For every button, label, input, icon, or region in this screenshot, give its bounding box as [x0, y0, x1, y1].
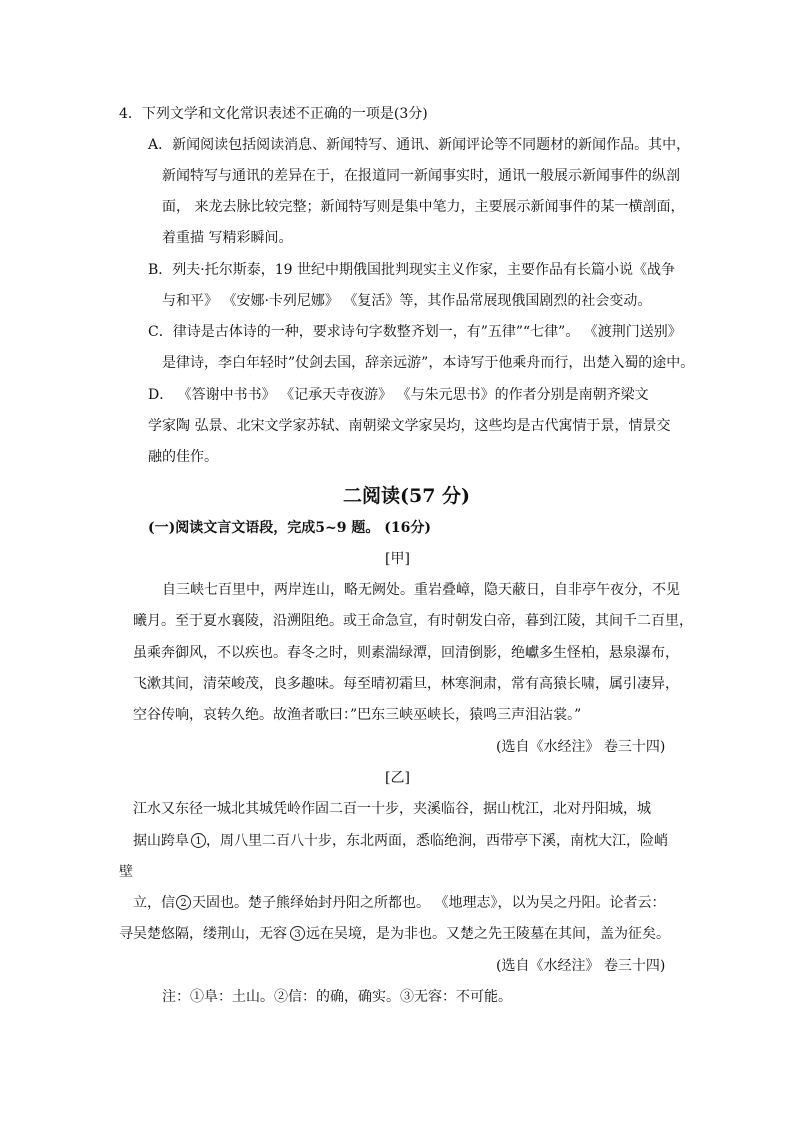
passage-yi-label: [乙] — [385, 770, 410, 786]
passage-yi-line-3: 壁 — [119, 864, 133, 880]
option-c-line-2: 是律诗，李白年轻时”仗剑去国，辞亲远游”，本诗写于他乘舟而行，出楚入蜀的途中。 — [162, 355, 695, 371]
passage-yi-source: (选自《水经注》 卷三十四) — [496, 958, 666, 974]
option-d-line-1: D． 《答谢中书书》 《记承天寺夜游》 《与朱元思书》的作者分别是南朝齐梁文 — [148, 387, 649, 403]
option-a-line-3: 面， 来龙去脉比较完整；新闻特写则是集中笔力，主要展示新闻事件的某一横剖面， — [162, 199, 685, 215]
passage-yi-line-5b: 远在吴境，是为非也。又楚之先王陵墓在其间，盖为征矣。 — [306, 926, 670, 942]
passage-jia-line-5: 空谷传响，哀转久绝。故渔者歌曰：”巴东三峡巫峡长，猿鸣三声泪沾裳。” — [133, 707, 582, 723]
passage-yi-line-2a: 据山跨阜 — [133, 833, 189, 849]
option-a-line-2: 新闻特写与通讯的差异在于，在报道同一新闻事实时，通讯一般展示新闻事件的纵剖 — [162, 168, 680, 184]
option-d-line-3: 融的佳作。 — [148, 449, 218, 465]
passage-jia-line-2: 曦月。至于夏水襄陵，沿溯阻绝。或王命急宣，有时朝发白帝，暮到江陵，其间千二百里， — [133, 613, 693, 629]
passage-jia-line-3: 虽乘奔御风，不以疾也。春冬之时，则素湍绿潭，回清倒影，绝巘多生怪柏，悬泉瀑布， — [133, 645, 679, 661]
option-b-line-2: 与和平》 《安娜·卡列尼娜》 《复活》等，其作品常展现俄国剧烈的社会变动。 — [162, 293, 652, 309]
passage-jia-line-1: 自三峡七百里中，两岸连山，略无阙处。重岩叠嶂，隐天蔽日，自非亭午夜分，不见 — [162, 582, 680, 598]
subsection-heading: (一)阅读文言文语段，完成5~9 题。 (16分) — [148, 520, 431, 536]
footnote-marker-1: 1 — [191, 833, 206, 848]
option-b-line-1: B．列夫·托尔斯泰，19 世纪中期俄国批判现实主义作家，主要作品有长篇小说《战争 — [148, 262, 676, 278]
footnote-text: 注：①阜：土山。②信：的确，确实。③无容：不可能。 — [162, 989, 512, 1005]
passage-yi-line-5a: 寻吴楚悠隔，缕荆山，无容 — [119, 926, 287, 942]
section-title: 二阅读(57 分) — [343, 485, 471, 507]
passage-yi-line-4a: 立，信 — [133, 895, 175, 911]
option-c-line-1: C．律诗是古体诗的一种，要求诗句字数整齐划一，有”五律”“七律”。 《渡荆门送别》 — [148, 324, 682, 340]
option-a-line-1: A．新闻阅读包括阅读消息、新闻特写、通讯、新闻评论等不同题材的新闻作品。其中， — [148, 137, 691, 153]
option-a-line-4: 着重描 写精彩瞬间。 — [162, 230, 293, 246]
question-4-stem: 4．下列文学和文化常识表述不正确的一项是(3分) — [119, 106, 428, 122]
passage-yi-line-4b: 天固也。楚子熊绎始封丹阳之所都也。 《地理志》，以为吴之丹阳。论者云： — [192, 895, 666, 911]
passage-jia-source: (选自《水经注》 卷三十四) — [496, 739, 666, 755]
passage-yi-line-2b: ，周八里二百八十步，东北两面，悉临绝涧，西带亭下溪，南枕大江，险峭 — [206, 833, 668, 849]
footnote-marker-3: 3 — [290, 926, 305, 941]
passage-yi-line-1: 江水又东径一城北其城凭岭作固二百一十步，夹溪临谷，据山枕江，北对丹阳城，城 — [133, 801, 651, 817]
passage-jia-line-4: 飞漱其间，清荣峻茂，良多趣味。每至晴初霜旦，林寒涧肃，常有高猿长啸，属引凄异， — [133, 676, 679, 692]
passage-jia-label: [甲] — [385, 551, 410, 567]
option-d-line-2: 学家陶 弘景、北宋文学家苏轼、南朝梁文学家吴均，这些均是古代寓情于景，情景交 — [148, 418, 671, 434]
footnote-marker-2: 2 — [176, 895, 191, 910]
